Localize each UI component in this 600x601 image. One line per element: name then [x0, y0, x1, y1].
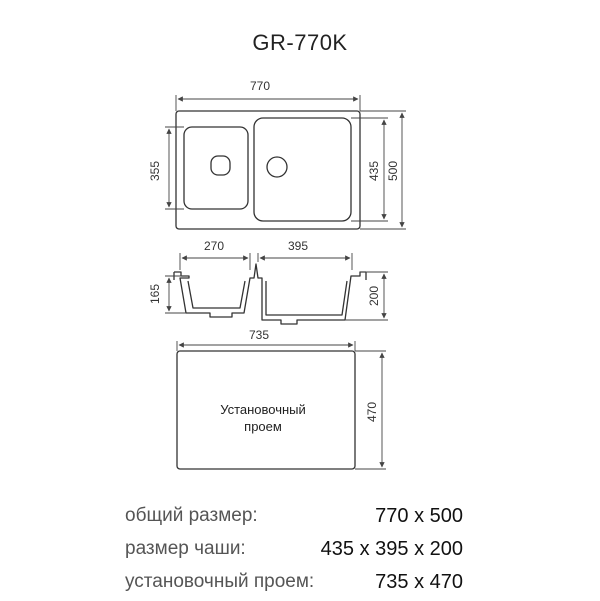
spec-label: установочный проем: — [125, 571, 315, 592]
spec-row-bowl — [0, 538, 600, 568]
cutout-label-line1: Установочный — [220, 402, 306, 417]
dim-435: 435 — [367, 160, 381, 181]
product-title: GR-770K — [252, 30, 348, 55]
dim-770: 770 — [250, 79, 271, 93]
section-view-dimensions — [165, 253, 388, 320]
small-bowl-drain — [211, 156, 230, 175]
spec-value: 735 x 470 — [375, 571, 463, 593]
dim-165: 165 — [148, 283, 162, 304]
top-view — [176, 111, 360, 229]
spec-label: размер чаши: — [125, 538, 246, 559]
large-bowl-inner — [266, 281, 347, 315]
small-bowl-outline — [184, 127, 248, 209]
dim-200: 200 — [367, 285, 381, 306]
dim-500: 500 — [386, 160, 400, 181]
large-bowl-outline — [254, 118, 351, 221]
dim-270: 270 — [204, 239, 225, 253]
spec-value: 770 x 500 — [375, 505, 463, 527]
small-bowl-inner — [188, 281, 245, 308]
dim-470: 470 — [365, 401, 379, 422]
section-view — [174, 264, 366, 324]
dim-395: 395 — [288, 239, 309, 253]
dim-735: 735 — [249, 328, 270, 342]
dim-355: 355 — [148, 160, 162, 181]
spec-row-cutout — [0, 571, 600, 601]
cutout-label-line2: проем — [244, 419, 282, 434]
spec-row-overall — [0, 505, 600, 535]
spec-label: общий размер: — [125, 505, 258, 526]
large-bowl-drain — [267, 157, 287, 177]
spec-value: 435 x 395 x 200 — [320, 538, 463, 560]
